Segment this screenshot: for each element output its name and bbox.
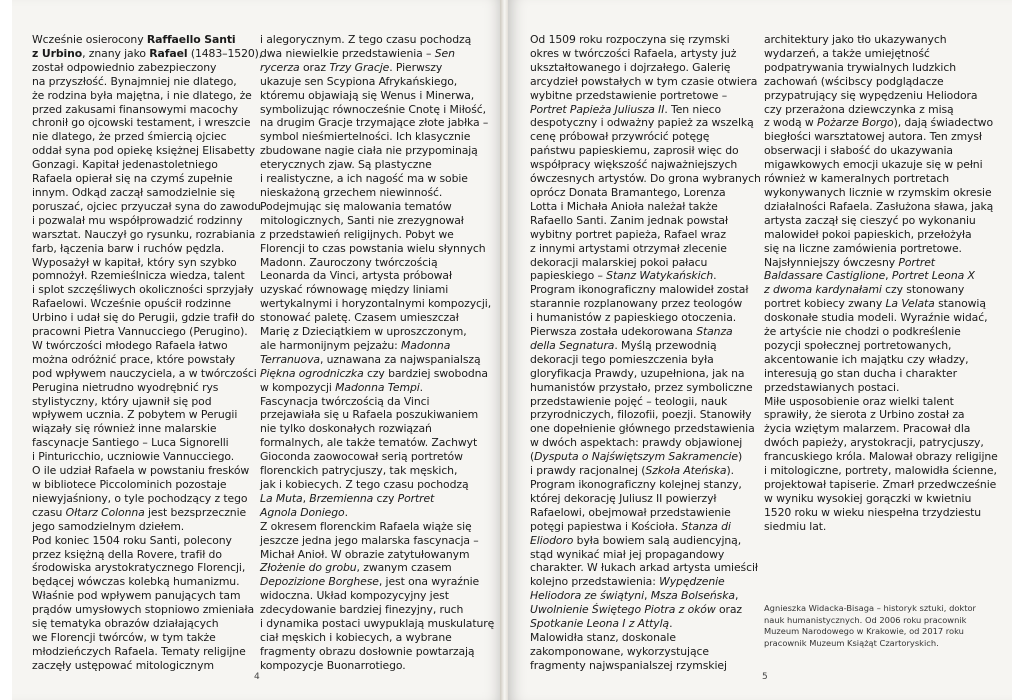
- text-line: życia wziętym malarzem. Pracował dla: [764, 422, 971, 436]
- text-line: zachowań (wścibscy podglądacze: [764, 74, 944, 88]
- text-line: dekoracji tego pomieszczenia była: [530, 352, 714, 366]
- text-line: oprócz Donata Bramantego, Lorenza: [530, 185, 726, 199]
- text-line: humanistów przystało, przez symboliczne: [530, 380, 753, 394]
- text-line: fragmenty najwspanialszej rzymskiej: [530, 658, 727, 672]
- text-line: cenę próbował przywrócić potęgę: [530, 130, 710, 144]
- text-line: symbol nieśmiertelności. Ich klasycznie: [260, 130, 471, 144]
- text-line: okres w twórczości Rafaela, artysty już: [530, 46, 737, 60]
- text-line: Rafaelowi. Wcześnie opuścił rodzinne: [32, 297, 232, 311]
- text-line: Miłe usposobienie oraz wielki talent: [764, 394, 954, 408]
- text-line: przyrodniczych, filozofii, poezji. Stanowiły: [530, 408, 752, 422]
- right-text-column-1: [530, 33, 770, 673]
- text-line: działalności Rafaela. Zasłużona sława, jaką: [764, 199, 994, 213]
- text-line: Malowidła stanz, doskonale: [530, 630, 676, 644]
- text-line: fragmenty obrazu dosłownie powtarzają: [260, 644, 475, 658]
- text-line: zakomponowane, wykorzystujące: [530, 644, 709, 658]
- text-line: Piękna ogrodniczka czy bardziej swobodna: [260, 366, 488, 380]
- text-line: młodzieńczych Rafaela. Tematy religijne: [32, 644, 246, 658]
- text-line: i pozwalał mu współprowadzić rodzinny: [32, 213, 243, 227]
- text-line: Rafaelowi, obejmował przedstawienie: [530, 505, 731, 519]
- text-line: i realistyczne, a ich nagość ma w sobie: [260, 172, 468, 186]
- text-line: wiązały się również inne malarskie: [32, 422, 217, 436]
- text-line: poruszać, ojciec przyuczał syna do zawodu: [32, 199, 262, 213]
- text-line: stąd wynikać miał jej propagandowy: [530, 547, 725, 561]
- text-line: Leonarda da Vinci, artysta próbował: [260, 269, 452, 283]
- text-line: że rodzina była majętna, i nie dlatego, że: [32, 88, 252, 102]
- text-line: w bibliotece Piccolominich pozostaje: [32, 478, 227, 491]
- text-line: środowiska arystokratycznego Florencji,: [32, 561, 246, 575]
- text-line: francuskiego króla. Malował obrazy religijne: [764, 450, 998, 464]
- text-line: również w kameralnych portretach: [764, 172, 950, 186]
- text-line: któremu objawiają się Wenus i Minerwa,: [260, 88, 475, 102]
- text-line: Program ikonograficzny malowideł został: [530, 283, 749, 297]
- text-line: państwu papieskiemu, zaprosił więc do: [530, 144, 739, 158]
- text-line: 1520 roku w wieku niespełna trzydziestu: [764, 505, 982, 519]
- text-line: della Segnatura. Myślą przewodnią: [530, 338, 717, 352]
- text-line: stylistyczny, który ujawnił się pod: [32, 394, 212, 408]
- text-line: z Urbino, znany jako Rafael (1483–1520),: [32, 46, 263, 60]
- text-line: ale harmonijnym pejzażu: Madonna: [260, 338, 451, 352]
- text-line: nie tylko doskonałych rozwiązań: [260, 422, 432, 436]
- text-line: współpracy większość najważniejszych: [530, 158, 738, 172]
- text-line: pomnożył. Rzemieślnicza wiedza, talent: [32, 269, 245, 283]
- text-line: w wyniku wysokiej gorączki w kwietniu: [764, 491, 972, 505]
- text-line: W twórczości młodego Rafaela łatwo: [32, 338, 228, 352]
- text-line: nie dlatego, że przed śmiercią ojciec: [32, 130, 227, 144]
- text-line: i Pinturicchio, uczniowie Vannucciego.: [32, 450, 235, 464]
- text-line: Portret Papieża Juliusza II. Ten nieco: [530, 102, 722, 116]
- text-line: doskonałe studia modeli. Wyraźnie widać,: [764, 311, 988, 325]
- text-line: Eliodoro była bowiem salą audiencyjną,: [530, 533, 742, 547]
- text-line: Urbino i udał się do Perugii, gdzie trafił do: [32, 311, 255, 325]
- text-line: Madonn. Zauroczony twórczością: [260, 255, 438, 269]
- text-line: że artyście nie chodzi o podkreślenie: [764, 325, 961, 339]
- text-line: akcentowanie ich majątku czy władzy,: [764, 352, 969, 366]
- text-line: ukształtowanego i dojrzałego. Galerię: [530, 60, 731, 74]
- text-line: sprawiły, że sierota z Urbino został za: [764, 408, 965, 422]
- text-line: dekoracji malarskiej pokoi pałacu: [530, 255, 708, 269]
- text-line: wpływem ucznia. Z pobytem w Perugii: [32, 408, 238, 422]
- text-line: Pierwsza została udekorowana Stanza: [530, 325, 733, 339]
- text-line: i alegorycznym. Z tego czasu pochodzą: [260, 33, 472, 46]
- text-line: Perugina nietrudno wyodrębnić rys: [32, 380, 219, 394]
- text-line: się tematyka obrazów działających: [32, 617, 219, 631]
- text-line: Najsłynniejszy ówczesny Portret: [764, 255, 935, 269]
- text-line: Złożenie do grobu, zwanym czasem: [260, 561, 452, 575]
- text-line: i humanistów z papieskiego otoczenia.: [530, 311, 737, 325]
- text-line: został odpowiednio zabezpieczony: [32, 60, 217, 74]
- text-line: Marię z Dzieciątkiem w uproszczonym,: [260, 325, 467, 339]
- text-line: arcydzieł powstałych w tym czasie otwiera: [530, 74, 758, 88]
- text-line: dwóch papieży, arystokracji, patrycjuszy,: [764, 436, 984, 450]
- text-line: Baldassare Castiglione, Portret Leona X: [764, 269, 975, 283]
- text-line: wydarzeń, a także umiejętność: [764, 46, 930, 60]
- text-line: wykonywanych licznie w rzymskim okresie: [764, 185, 992, 199]
- text-line: można odróżnić prace, które powstały: [32, 352, 236, 366]
- text-line: Rafaela opierał się na czymś zupełnie: [32, 172, 233, 186]
- text-line: La Muta, Brzemienna czy Portret: [260, 491, 435, 505]
- text-line: kompozycje Buonarrotiego.: [260, 658, 406, 672]
- text-line: wybitne przedstawienie portretowe –: [530, 88, 728, 102]
- text-line: zdecydowanie bardziej finezyjny, ruch: [260, 603, 464, 617]
- text-line: przez księżną della Rovere, trafił do: [32, 547, 222, 561]
- text-line: Heliodora ze świątyni, Msza Bolseńska,: [530, 589, 739, 603]
- text-line: jak i kobiecych. Z tego czasu pochodzą: [260, 478, 469, 491]
- text-line: ówczesnych artystów. Do grona wybranych: [530, 172, 761, 186]
- text-line: obserwacji i słabość do ukazywania: [764, 144, 953, 158]
- page-right: [508, 0, 1012, 700]
- page-number-right: 5: [762, 672, 768, 682]
- text-line: warsztat. Nauczył go rysunku, rozrabiania: [32, 227, 256, 241]
- text-line: dwa niewielkie przedstawienia – Sen: [260, 46, 455, 60]
- left-text-column-1: [32, 33, 262, 673]
- text-line: z dwoma kardynałami czy stonowany: [764, 283, 965, 297]
- text-line: portret kobiecy zwany La Velata stanowią: [764, 297, 986, 311]
- text-line: zbudowane nagie ciała nie przypominają: [260, 144, 478, 158]
- text-line: symbolizując równocześnie Cnotę i Miłość,: [260, 102, 486, 116]
- text-line: charakter. W łukach arkad artysta umieścił: [530, 561, 758, 575]
- text-line: pracowni Pietra Vannucciego (Perugino).: [32, 325, 248, 339]
- text-line: pozycji społecznej portretowanych,: [764, 338, 952, 352]
- text-line: będącej wówczas kolebką humanizmu.: [32, 575, 240, 589]
- text-line: farb, łączenia barw i ruchów pędzla.: [32, 241, 225, 255]
- text-line: i prawdy racjonalnej (Szkoła Ateńska).: [530, 464, 734, 478]
- text-line: widoczna. Układ kompozycyjny jest: [260, 589, 449, 603]
- text-line: przed zakusami finansowymi macochy: [32, 102, 238, 116]
- text-line: przejawiała się u Rafaela poszukiwaniem: [260, 408, 479, 422]
- text-line: O ile udział Rafaela w powstaniu fresków: [32, 464, 250, 478]
- text-line: Program ikonograficzny kolejnej stanzy,: [530, 478, 742, 491]
- text-line: gloryfikacja Prawdy, uzupełniona, jak na: [530, 366, 745, 380]
- text-line: (Dysputa o Najświętszym Sakramencie): [530, 450, 743, 464]
- author-note: [764, 603, 1004, 649]
- text-line: ciał męskich i kobiecych, a wybrane: [260, 630, 452, 644]
- text-line: czasu Ołtarz Colonna jest bezsprzecznie: [32, 505, 247, 519]
- text-line: chronił go ojcowski testament, i wreszcie: [32, 116, 251, 130]
- text-line: potęgi papiestwa i Kościoła. Stanza di: [530, 519, 731, 533]
- text-line: siedmiu lat.: [764, 519, 827, 533]
- text-line: jeszcze jedna jego malarska fascynacja –: [260, 533, 479, 547]
- text-line: nauk humanistycznych. Od 2006 roku pracownik: [764, 614, 967, 625]
- text-line: czy przerażona dziewczynka z misą: [764, 102, 954, 116]
- text-line: Florencji to czas powstania wielu słynnych: [260, 241, 486, 255]
- text-line: przedstawianych postaci.: [764, 380, 900, 394]
- text-line: Od 1509 roku rozpoczyna się rzymski: [530, 33, 730, 46]
- text-line: migawkowych emocji ukazuje się w pełni: [764, 158, 983, 172]
- text-line: z wodą w Pożarze Borgo), dają świadectwo: [764, 116, 993, 130]
- text-line: biegłości warsztatowej autora. Ten zmysł: [764, 130, 982, 144]
- text-line: one dopełnienie głównego przedstawienia: [530, 422, 755, 436]
- text-line: mitologicznych, Santi nie zrezygnował: [260, 213, 464, 227]
- text-line: starannie rozplanowany przez teologów: [530, 297, 743, 311]
- text-line: eterycznych zjaw. Są plastyczne: [260, 158, 432, 172]
- text-line: i splot szczęśliwych okoliczności sprzyjały: [32, 283, 254, 297]
- text-line: z innymi artystami otrzymał zlecenie: [530, 241, 727, 255]
- text-line: na drugim Gracje trzymające złote jabłka –: [260, 116, 489, 130]
- text-line: przypatrujący się wypędzeniu Heliodora: [764, 88, 978, 102]
- text-line: się na liczne zamówienia portretowe.: [764, 241, 962, 255]
- text-line: Gonzagi. Kapitał jedenastoletniego: [32, 158, 218, 172]
- text-line: Lotta i Michała Anioła należał także: [530, 199, 718, 213]
- text-line: we Florencji twórców, w tym także: [32, 630, 216, 644]
- text-line: Muzeum Narodowego w Krakowie, od 2017 roku: [764, 626, 964, 637]
- text-line: i dynamika postaci uwypuklają muskulaturę: [260, 617, 495, 631]
- text-line: uzyskać równowagę między liniami: [260, 283, 449, 297]
- text-line: florenckich patrycjuszy, tak męskich,: [260, 464, 458, 478]
- text-line: formalnych, ale także tematów. Zachwyt: [260, 436, 478, 450]
- text-line: zaczęły ustępować mitologicznym: [32, 658, 214, 672]
- text-line: oddał syna pod opiekę księżnej Elisabetty: [32, 144, 255, 158]
- text-line: Wcześnie osierocony Raffaello Santi: [32, 33, 236, 46]
- text-line: pod wpływem nauczyciela, a w twórczości: [32, 366, 257, 380]
- text-line: malowideł pokoi papieskich, przełożyła: [764, 227, 972, 241]
- text-line: architektury jako tło ukazywanych: [764, 33, 947, 46]
- text-line: Rafaello Santi. Zanim jednak powstał: [530, 213, 728, 227]
- text-line: despotyczny i odważny papież za wszelką: [530, 116, 754, 130]
- page-number-left: 4: [254, 672, 260, 682]
- text-line: której dekorację Juliusz II powierzył: [530, 491, 717, 505]
- text-line: kolejno przedstawienia: Wypędzenie: [530, 575, 725, 589]
- text-line: Z okresem florenckim Rafaela wiąże się: [260, 519, 472, 533]
- text-line: projektował tapiserie. Zmarł przedwcześnie: [764, 478, 997, 491]
- left-text-column-2: [260, 33, 500, 673]
- text-line: innym. Odkąd zaczął samodzielnie się: [32, 185, 235, 199]
- text-line: fascynacje Santiego – Luca Signorelli: [32, 436, 229, 450]
- text-line: Uwolnienie Świętego Piotra z oków oraz: [530, 603, 742, 617]
- text-line: Terranuova, uznawana za najwspanialszą: [260, 352, 481, 366]
- text-line: ukazuje sen Scypiona Afrykańskiego,: [260, 74, 458, 88]
- text-line: wybitny portret papieża, Rafael wraz: [530, 227, 726, 241]
- text-line: prądów umysłowych stopniowo zmieniała: [32, 603, 254, 617]
- text-line: papieskiego – Stanz Watykańskich.: [530, 269, 717, 283]
- text-line: na przyszłość. Bynajmniej nie dlatego,: [32, 74, 237, 88]
- text-line: Spotkanie Leona I z Attylą.: [530, 617, 673, 631]
- text-line: niewyjaśniony, o tyle pochodzący z tego: [32, 491, 248, 505]
- text-line: w dwóch aspektach: prawdy objawionej: [530, 436, 743, 450]
- text-line: Podejmując się malowania tematów: [260, 199, 452, 213]
- text-line: Agnieszka Widacka-Bisaga – historyk sztuki, doktor: [764, 603, 976, 613]
- text-line: podpatrywania trywialnych ludzkich: [764, 60, 956, 74]
- text-line: pracownik Muzeum Książąt Czartoryskich.: [764, 637, 939, 648]
- text-line: nieskażoną grzechem niewinność.: [260, 185, 443, 199]
- text-line: w kompozycji Madonna Tempi.: [260, 380, 424, 394]
- text-line: interesują go stan ducha i charakter: [764, 366, 957, 380]
- page-left: [12, 0, 504, 700]
- text-line: i mitologiczne, portrety, malowidła ścienne,: [764, 464, 997, 478]
- text-line: Właśnie pod wpływem panujących tam: [32, 589, 241, 603]
- text-line: Depozizione Borghese, jest ona wyraźnie: [260, 575, 480, 589]
- text-line: z przedstawień religijnych. Pobyt we: [260, 227, 454, 241]
- text-line: rycerza oraz Trzy Gracje. Pierwszy: [260, 60, 443, 74]
- text-line: Michał Anioł. W obrazie zatytułowanym: [260, 547, 470, 561]
- text-line: stonować paletę. Czasem umieszczał: [260, 311, 459, 325]
- text-line: wertykalnymi i horyzontalnymi kompozycji,: [260, 297, 492, 311]
- text-line: przedstawienie pojęć – teologii, nauk: [530, 394, 728, 408]
- text-line: artysta zaczął się cieszyć po wykonaniu: [764, 213, 976, 227]
- text-line: Agnola Doniego.: [260, 505, 348, 519]
- text-line: jego samodzielnym dziełem.: [32, 519, 185, 533]
- text-line: Fascynacja twórczością da Vinci: [260, 394, 430, 408]
- text-line: Gioconda zaowocował serią portretów: [260, 450, 463, 464]
- text-line: Wyposażył w kapitał, który syn szybko: [32, 255, 237, 269]
- text-line: Pod koniec 1504 roku Santi, polecony: [32, 533, 232, 547]
- right-text-column-2: [764, 33, 1009, 534]
